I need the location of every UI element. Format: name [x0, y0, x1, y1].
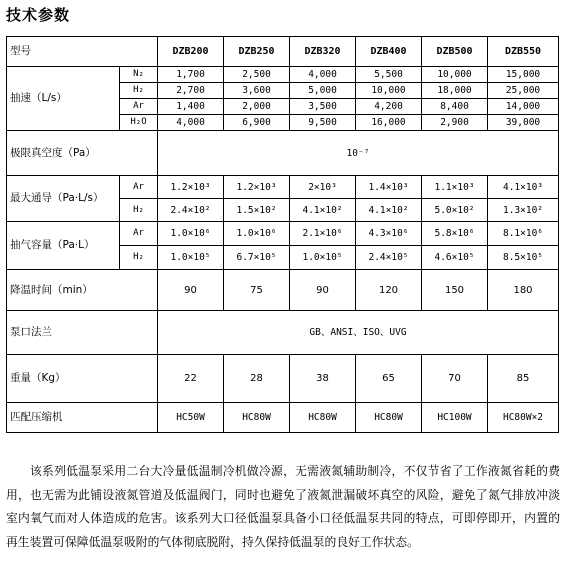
max-throughput-label: 最大通导（Pa·L/s） [7, 176, 120, 222]
table-cell: 8,400 [422, 99, 488, 115]
table-cell: 75 [224, 270, 290, 311]
table-cell: HC80W [224, 403, 290, 433]
gas-label: Ar [120, 176, 158, 199]
table-cell: 1.0×10⁵ [290, 246, 356, 270]
cooldown-label: 降温时间（min） [7, 270, 158, 311]
table-cell: HC80W [356, 403, 422, 433]
table-cell: 5,500 [356, 67, 422, 83]
table-cell: 3,500 [290, 99, 356, 115]
table-cell: 6.7×10⁵ [224, 246, 290, 270]
table-cell: 150 [422, 270, 488, 311]
table-cell: 14,000 [488, 99, 559, 115]
table-cell: 5.8×10⁶ [422, 222, 488, 246]
table-cell: 90 [158, 270, 224, 311]
flange-label: 泵口法兰 [7, 311, 158, 355]
table-row [7, 355, 559, 403]
table-cell: 4.1×10² [356, 199, 422, 222]
gas-label: H₂ [120, 199, 158, 222]
table-cell: 25,000 [488, 83, 559, 99]
table-cell: 2.1×10⁶ [290, 222, 356, 246]
table-cell: 1,700 [158, 67, 224, 83]
description-paragraph: 该系列低温泵采用二台大冷量低温制冷机做冷源，无需液氮辅助制冷，不仅节省了工作液氮省耗的费用，也无需为此铺设液氮管道及低温阀门，同时也避免了液氮泄漏破坏真空的风险，避免了氮气排放冲淡室内氧气而对人体造成的危害。该系列大口径低温泵具备小口径低温泵共同的特点，可即停即开，内置的再生装置可保障低温泵吸附的气体彻底脱附，持久保持低温泵的良好工作状态。 [6, 464, 560, 549]
table-cell: 1.5×10² [224, 199, 290, 222]
table-cell: 4.1×10³ [488, 176, 559, 199]
weight-label: 重量（Kg） [7, 355, 158, 403]
table-cell: 28 [224, 355, 290, 403]
gas-label: H₂O [120, 115, 158, 131]
ultimate-vacuum-label: 极限真空度（Pa） [7, 131, 158, 176]
table-cell: 2.4×10² [158, 199, 224, 222]
section-title: 技术参数 [6, 6, 71, 24]
table-cell: 90 [290, 270, 356, 311]
capacity-label: 抽气容量（Pa·L） [7, 222, 120, 270]
gas-label: H₂ [120, 83, 158, 99]
pumping-speed-label: 抽速（L/s） [7, 67, 120, 131]
ultimate-vacuum-value: 10⁻⁷ [158, 131, 559, 176]
model-header: DZB400 [356, 37, 422, 67]
table-cell: 2,000 [224, 99, 290, 115]
table-cell: 70 [422, 355, 488, 403]
model-header: DZB250 [224, 37, 290, 67]
model-row [7, 37, 559, 67]
model-header: DZB200 [158, 37, 224, 67]
table-cell: 4,200 [356, 99, 422, 115]
table-cell: 4,000 [290, 67, 356, 83]
table-cell: 10,000 [356, 83, 422, 99]
table-cell: 3,600 [224, 83, 290, 99]
table-cell: 4.6×10⁵ [422, 246, 488, 270]
table-cell: 2,900 [422, 115, 488, 131]
table-cell: 38 [290, 355, 356, 403]
table-cell: 8.5×10⁵ [488, 246, 559, 270]
model-header: DZB550 [488, 37, 559, 67]
spec-table [6, 36, 559, 433]
table-cell: 1.0×10⁶ [158, 222, 224, 246]
table-cell: 39,000 [488, 115, 559, 131]
table-cell: 1,400 [158, 99, 224, 115]
table-cell: 1.3×10² [488, 199, 559, 222]
table-row [7, 270, 559, 311]
table-cell: 2,700 [158, 83, 224, 99]
table-row [7, 311, 559, 355]
table-cell: 6,900 [224, 115, 290, 131]
table-cell: 1.0×10⁵ [158, 246, 224, 270]
table-row [7, 222, 559, 246]
table-cell: 8.1×10⁶ [488, 222, 559, 246]
model-header: DZB320 [290, 37, 356, 67]
table-cell: 180 [488, 270, 559, 311]
table-cell: 9,500 [290, 115, 356, 131]
table-cell: 15,000 [488, 67, 559, 83]
table-cell: 5,000 [290, 83, 356, 99]
table-cell: 1.2×10³ [158, 176, 224, 199]
table-cell: 4.1×10² [290, 199, 356, 222]
table-cell: HC50W [158, 403, 224, 433]
table-cell: 120 [356, 270, 422, 311]
table-cell: 4.3×10⁶ [356, 222, 422, 246]
compressor-label: 匹配压缩机 [7, 403, 158, 433]
table-cell: 1.4×10³ [356, 176, 422, 199]
table-cell: 65 [356, 355, 422, 403]
table-cell: 1.1×10³ [422, 176, 488, 199]
table-cell: 1.0×10⁶ [224, 222, 290, 246]
table-row [7, 67, 559, 83]
table-cell: 10,000 [422, 67, 488, 83]
table-cell: 2.4×10⁵ [356, 246, 422, 270]
table-cell: HC80W [290, 403, 356, 433]
flange-value: GB、ANSI、ISO、UVG [158, 311, 559, 355]
table-row [7, 131, 559, 176]
table-cell: HC80W×2 [488, 403, 559, 433]
gas-label: Ar [120, 222, 158, 246]
gas-label: Ar [120, 99, 158, 115]
table-cell: 5.0×10² [422, 199, 488, 222]
table-cell: 4,000 [158, 115, 224, 131]
table-cell: 16,000 [356, 115, 422, 131]
gas-label: H₂ [120, 246, 158, 270]
model-header: DZB500 [422, 37, 488, 67]
table-cell: 85 [488, 355, 559, 403]
table-cell: 1.2×10³ [224, 176, 290, 199]
table-cell: 2,500 [224, 67, 290, 83]
model-label: 型号 [7, 37, 158, 67]
table-cell: 22 [158, 355, 224, 403]
table-cell: HC100W [422, 403, 488, 433]
table-row [7, 403, 559, 433]
table-cell: 2×10³ [290, 176, 356, 199]
table-row [7, 176, 559, 199]
gas-label: N₂ [120, 67, 158, 83]
table-cell: 18,000 [422, 83, 488, 99]
